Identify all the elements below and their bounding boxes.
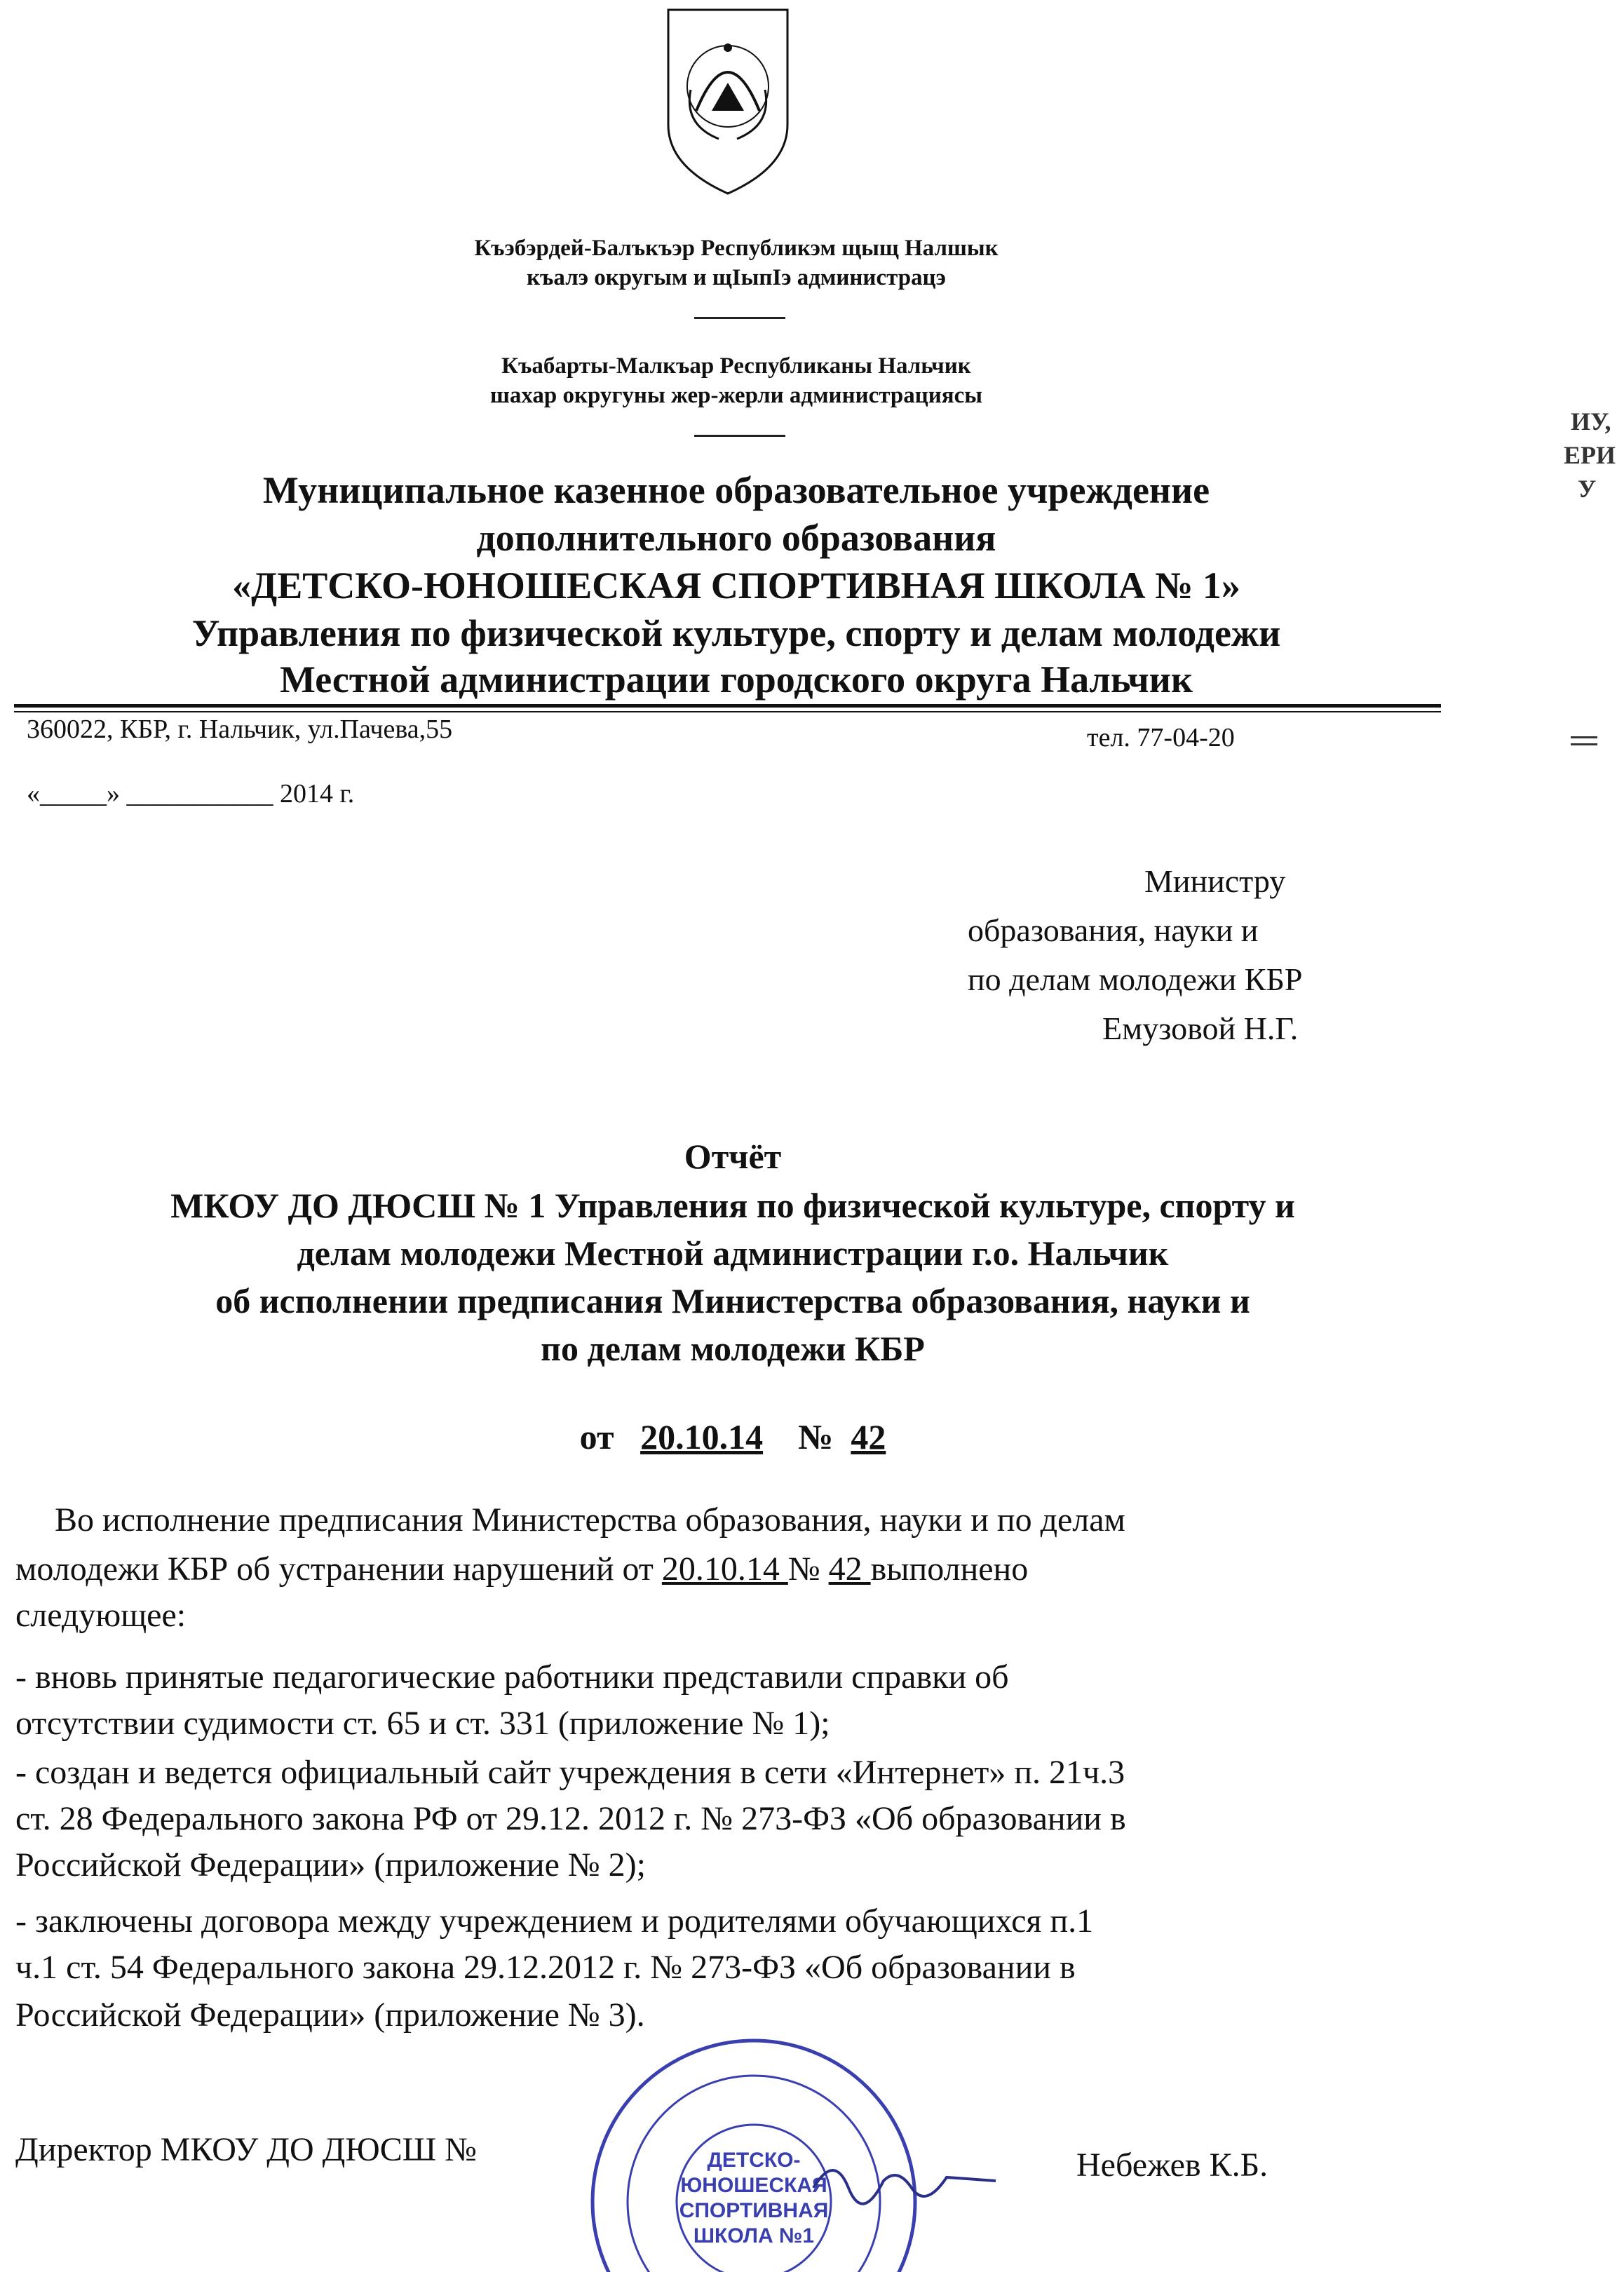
body-p1-date: 20.10.14 <box>661 1550 788 1588</box>
recipient-line-2: образования, науки и <box>968 912 1259 948</box>
body-item-2-line-1: - создан и ведется официальный сайт учреждения в сети «Интернет» п. 21ч.3 <box>15 1754 1125 1791</box>
svg-text:СПОРТИВНАЯ: СПОРТИВНАЯ <box>679 2199 829 2222</box>
report-title-line-3: об исполнении предписания Министерства образования, науки и <box>215 1281 1250 1320</box>
handwritten-signature <box>806 2139 1003 2216</box>
report-title-line-2: делам молодежи Местной администрации г.о. Нальчик <box>297 1233 1169 1273</box>
org-name-line-5: Местной администрации городского округа Нальчик <box>280 658 1193 701</box>
recipient-line-1: Министру <box>1144 863 1286 899</box>
body-item-3-line-1: - заключены договора между учреждением и родителями обучающихся п.1 <box>15 1902 1094 1940</box>
margin-fragment-1: ИУ, <box>1571 407 1611 435</box>
signature-position: Директор МКОУ ДО ДЮСШ № <box>15 2131 477 2168</box>
body-p1-line-2-b: № <box>787 1550 829 1588</box>
margin-mark-2 <box>1571 743 1597 745</box>
header-balkar-line-2: шахар округуны жер-жерли администрациясы <box>489 383 983 408</box>
margin-fragment-2: ЕРИ <box>1564 441 1616 469</box>
report-date: 20.10.14 <box>640 1417 764 1456</box>
letter-date-line: «_____» ___________ 2014 г. <box>27 779 355 809</box>
report-number: 42 <box>851 1417 886 1456</box>
header-separator-2 <box>694 435 785 437</box>
svg-text:ДЕТСКО-: ДЕТСКО- <box>707 2149 801 2172</box>
body-p1-number: 42 <box>828 1550 871 1588</box>
svg-text:ШКОЛА №1: ШКОЛА №1 <box>693 2224 815 2247</box>
org-name-line-2: дополнительного образования <box>476 517 996 559</box>
report-title-line-1: МКОУ ДО ДЮСШ № 1 Управления по физической культуре, спорту и <box>170 1186 1295 1225</box>
report-from-label: от <box>579 1417 614 1456</box>
body-p1-line-2-a: молодежи КБР об устранении нарушений от <box>15 1550 662 1588</box>
header-rule <box>14 704 1441 708</box>
report-reference <box>0 1416 1466 1457</box>
recipient-line-3: по делам молодежи КБР <box>968 961 1303 997</box>
report-number-label: № <box>798 1417 834 1456</box>
body-item-3-line-3: Российской Федерации» (приложение № 3). <box>15 1996 645 2034</box>
body-item-1-line-1: - вновь принятые педагогические работники представили справки об <box>15 1658 1009 1696</box>
org-name-line-4: Управления по физической культуре, спорту и делам молодежи <box>191 612 1281 654</box>
header-rule-thin <box>14 711 1441 712</box>
signature-name: Небежев К.Б. <box>1076 2146 1268 2184</box>
body-p1-line-2-c: выполнено <box>870 1550 1029 1588</box>
report-title-line-4: по делам молодежи КБР <box>541 1329 925 1368</box>
margin-mark <box>1571 736 1597 738</box>
header-balkar-line-1: Къабарты-Малкъар Республиканы Нальчик <box>501 353 971 379</box>
org-phone: тел. 77-04-20 <box>1087 723 1235 752</box>
coat-of-arms-emblem <box>663 6 793 199</box>
svg-text:ЮНОШЕСКАЯ: ЮНОШЕСКАЯ <box>680 2174 827 2197</box>
header-kabardian-line-2: къалэ округым и щIыпIэ администрацэ <box>527 265 946 290</box>
org-name-line-1: Муниципальное казенное образовательное учреждение <box>262 469 1210 511</box>
margin-fragment-3: У <box>1578 475 1597 503</box>
body-item-2-line-3: Российской Федерации» (приложение № 2); <box>15 1846 646 1884</box>
body-item-3-line-2: ч.1 ст. 54 Федерального закона 29.12.2012 г. № 273-ФЗ «Об образовании в <box>15 1949 1076 1986</box>
report-title: Отчёт <box>684 1137 782 1176</box>
body-p1-line-3: следующее: <box>15 1597 187 1634</box>
body-p1-line-2 <box>15 1550 1028 1588</box>
org-address: 360022, КБР, г. Нальчик, ул.Пачева,55 <box>27 715 453 744</box>
body-p1-line-1: Во исполнение предписания Министерства образования, науки и по делам <box>55 1501 1125 1539</box>
org-name-line-3: «ДЕТСКО-ЮНОШЕСКАЯ СПОРТИВНАЯ ШКОЛА № 1» <box>232 564 1240 607</box>
body-item-2-line-2: ст. 28 Федерального закона РФ от 29.12. 2012 г. № 273-ФЗ «Об образовании в <box>15 1800 1126 1837</box>
recipient-line-4: Емузовой Н.Г. <box>1102 1010 1299 1046</box>
header-kabardian-line-1: Къэбэрдей-Балъкъэр Республикэм щыщ Налшык <box>474 236 999 261</box>
header-separator-1 <box>694 317 785 319</box>
body-item-1-line-2: отсутствии судимости ст. 65 и ст. 331 (приложение № 1); <box>15 1705 830 1742</box>
